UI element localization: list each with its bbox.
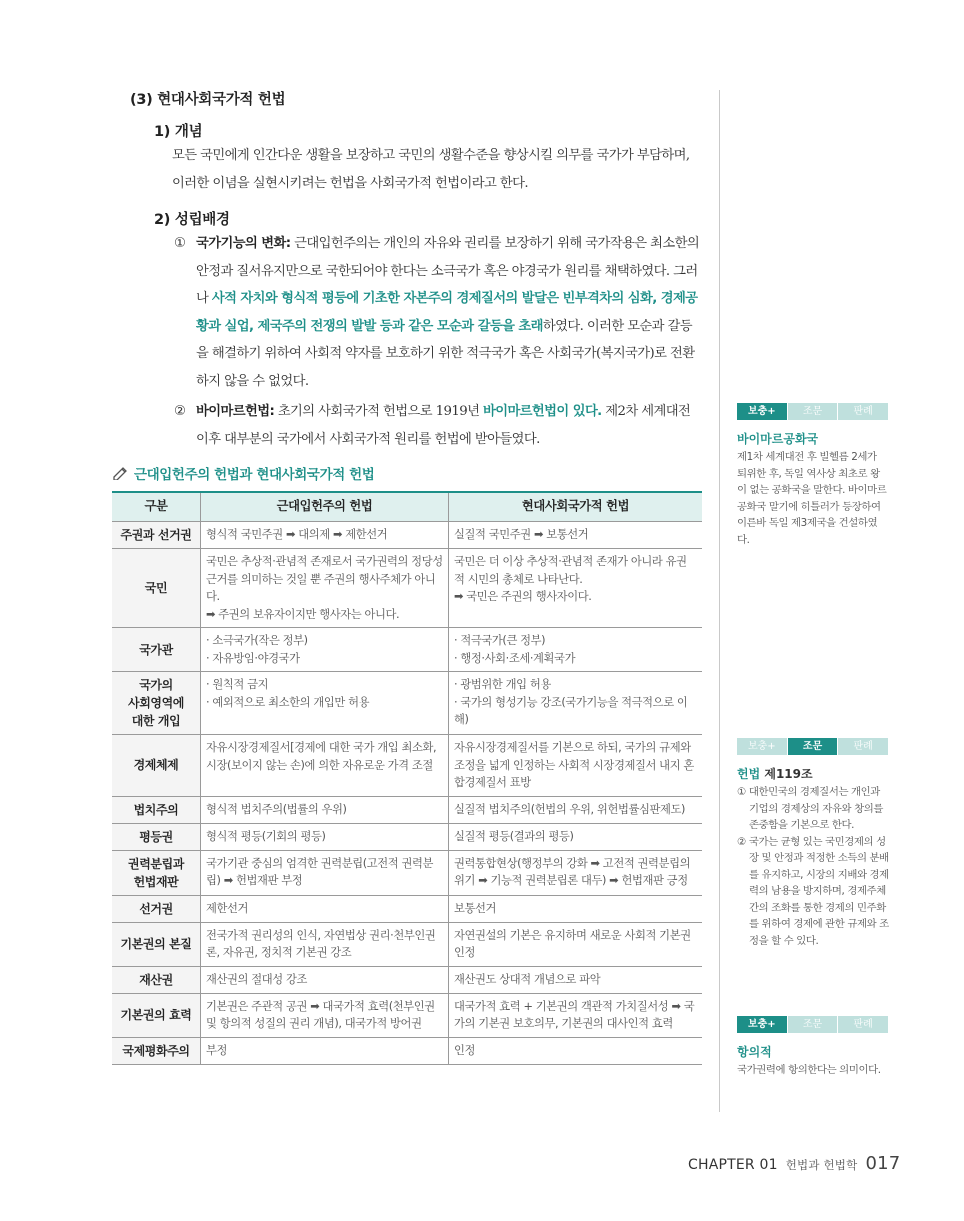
tab-supplement: 보충+ — [737, 1016, 787, 1033]
cell-modern: 제한선거 — [201, 895, 449, 922]
cell-modern: 부정 — [201, 1037, 449, 1064]
table-row — [112, 966, 702, 993]
article-paragraph-2: ② 국가는 균형 있는 국민경제의 성장 및 안정과 적정한 소득의 분배를 유지하고, 시장의 지배와 경제력의 남용을 방지하며, 경제주체 간의 조화를 통한 경제의 민주화를 위하여 경제에 관한 규제와 조정을 할 수 있다. — [737, 835, 889, 947]
sidebar-box-weimar — [737, 403, 889, 548]
cell-modern: 기본권은 주관적 공권 ➡ 대국가적 효력(천부인권 및 항의적 성질의 권리 개념), 대국가적 방어권 — [201, 993, 449, 1037]
cell-modern: 자유시장경제질서[경제에 대한 국가 개입 최소화, 시장(보이지 않는 손)에 의한 자유로운 가격 조절 — [201, 735, 449, 797]
table-row — [112, 735, 702, 797]
chapter-subtitle: 헌법과 헌법학 — [785, 1158, 858, 1172]
cell-modern: · 원칙적 금지 · 예외적으로 최소한의 개입만 허용 — [201, 672, 449, 735]
article-number: 제119조 — [760, 767, 813, 781]
sidebar-tabs — [737, 738, 889, 755]
table-row — [112, 1037, 702, 1064]
cell-modern: 형식적 평등(기회의 평등) — [201, 823, 449, 850]
cell-social: 자연권설의 기본은 유지하며 새로운 사회적 기본권 인정 — [449, 922, 703, 966]
item-label: 국가기능의 변화: — [196, 236, 291, 251]
tab-supplement: 보충+ — [737, 403, 787, 420]
tab-supplement: 보충+ — [737, 738, 787, 755]
tab-article: 조문 — [788, 1016, 838, 1033]
cell-modern: 국가기관 중심의 엄격한 권력분립(고전적 권력분립) ➡ 헌법재판 부정 — [201, 850, 449, 895]
cell-social: 보통선거 — [449, 895, 703, 922]
table-row — [112, 628, 702, 672]
article-paragraph-1: ① 대한민국의 경제질서는 개인과 기업의 경제상의 자유와 창의를 존중함을 기본으로 한다. — [737, 786, 883, 831]
item-number: ② — [174, 404, 186, 419]
margin-divider — [719, 90, 720, 1112]
table-header-row — [112, 492, 702, 522]
cell-modern: 재산권의 절대성 강조 — [201, 966, 449, 993]
sidebar-tabs — [737, 1016, 889, 1033]
sidebar-title: 바이마르공화국 — [737, 432, 819, 446]
cell-social: 대국가적 효력 + 기본권의 객관적 가치질서성 ➡ 국가의 기본권 보호의무, 기본권의 대사인적 효력 — [449, 993, 703, 1037]
pencil-icon — [112, 466, 128, 480]
cell-modern: 형식적 국민주권 ➡ 대의제 ➡ 제한선거 — [201, 522, 449, 549]
cell-social: 재산권도 상대적 개념으로 파악 — [449, 966, 703, 993]
page-footer — [688, 1153, 900, 1174]
tab-article: 조문 — [788, 738, 838, 755]
background-heading: 2) 성립배경 — [154, 212, 230, 228]
tab-precedent: 판례 — [838, 1016, 888, 1033]
table-title-text: 근대입헌주의 헌법과 현대사회국가적 헌법 — [134, 467, 375, 483]
cell-modern: 형식적 법치주의(법률의 우위) — [201, 796, 449, 823]
row-label: 국가관 — [112, 628, 201, 672]
item-highlight: 바이마르헌법이 있다. — [482, 404, 602, 419]
sidebar-text: 제1차 세계대전 후 빌헬름 2세가 퇴위한 후, 독일 역사상 최초로 왕이 없는 공화국을 말한다. 바이마르공화국 말기에 히틀러가 등장하여 이른바 독일 제3제국을 건설하였다. — [737, 451, 887, 546]
item-label: 바이마르헌법: — [196, 404, 275, 419]
header-category: 구분 — [112, 492, 201, 522]
comparison-table — [112, 491, 702, 1065]
cell-social: 국민은 더 이상 추상적·관념적 존재가 아니라 유권적 시민의 총체로 나타난다. ➡ 국민은 주권의 행사자이다. — [449, 549, 703, 628]
tab-precedent: 판례 — [838, 738, 888, 755]
row-label: 법치주의 — [112, 796, 201, 823]
header-modern-constitution: 근대입헌주의 헌법 — [201, 492, 449, 522]
row-label: 재산권 — [112, 966, 201, 993]
row-label: 기본권의 효력 — [112, 993, 201, 1037]
row-label: 주권과 선거권 — [112, 522, 201, 549]
row-label: 국제평화주의 — [112, 1037, 201, 1064]
cell-social: 인정 — [449, 1037, 703, 1064]
sidebar-title: 항의적 — [737, 1045, 772, 1059]
cell-social: 자유시장경제질서를 기본으로 하되, 국가의 규제와 조정을 넓게 인정하는 사회적 시장경제질서 내지 혼합경제질서 표방 — [449, 735, 703, 797]
sidebar-title — [737, 765, 889, 782]
table-title — [112, 463, 374, 483]
item-number: ① — [174, 236, 186, 251]
row-label: 국민 — [112, 549, 201, 628]
item-text: 근대입헌주의는 개인의 자유와 권리를 보장하기 위해 국가작용은 최소한의 안정과 질서유지만으로 국한되어야 한다는 소극국가 혹은 야경국가 원리를 채택하였다. 그러나 — [196, 236, 700, 306]
background-item-2 — [174, 398, 702, 453]
chapter-label: CHAPTER 01 — [688, 1157, 778, 1173]
cell-social: 실질적 법치주의(헌법의 우위, 위헌법률심판제도) — [449, 796, 703, 823]
cell-social: · 광범위한 개입 허용 · 국가의 형성기능 강조(국가기능을 적극적으로 이해) — [449, 672, 703, 735]
table-row — [112, 796, 702, 823]
cell-social: 실질적 국민주권 ➡ 보통선거 — [449, 522, 703, 549]
table-row — [112, 672, 702, 735]
sidebar-box-protest — [737, 1016, 889, 1079]
sidebar-box-article — [737, 738, 889, 949]
row-label: 국가의 사회영역에 대한 개입 — [112, 672, 201, 735]
row-label: 기본권의 본질 — [112, 922, 201, 966]
item-text-2: 하였다. 이러한 모순과 갈등을 해결하기 위하여 사회적 약자를 보호하기 위한 적극국가 혹은 사회국가(복지국가)로 전환하지 않을 수 없었다. — [196, 318, 695, 389]
table-row — [112, 823, 702, 850]
tab-article: 조문 — [788, 403, 838, 420]
table-row — [112, 993, 702, 1037]
row-label: 권력분립과 헌법재판 — [112, 850, 201, 895]
item-text-2: 제2차 세계대전 이후 대부분의 국가에서 사회국가적 원리를 헌법에 받아들였다. — [196, 404, 691, 447]
item-highlight: 사적 자치와 형식적 평등에 기초한 자본주의 경제질서의 발달은 빈부격차의 심화, 경제공황과 실업, 제국주의 전쟁의 발발 등과 같은 모순과 갈등을 초래 — [196, 291, 698, 334]
section-title: (3) 현대사회국가적 헌법 — [130, 92, 286, 108]
row-label: 평등권 — [112, 823, 201, 850]
sidebar-tabs — [737, 403, 889, 420]
background-item-1 — [174, 230, 702, 395]
page-number: 017 — [865, 1153, 901, 1174]
cell-social: · 적극국가(큰 정부) · 행정·사회·조세·계획국가 — [449, 628, 703, 672]
cell-social: 실질적 평등(결과의 평등) — [449, 823, 703, 850]
header-social-constitution: 현대사회국가적 헌법 — [449, 492, 703, 522]
cell-social: 권력통합현상(행정부의 강화 ➡ 고전적 권력분립의 위기 ➡ 기능적 권력분립론 대두) ➡ 헌법재판 긍정 — [449, 850, 703, 895]
table-row — [112, 549, 702, 628]
table-row — [112, 522, 702, 549]
cell-modern: · 소극국가(작은 정부) · 자유방임·야경국가 — [201, 628, 449, 672]
row-label: 경제체제 — [112, 735, 201, 797]
row-label: 선거권 — [112, 895, 201, 922]
item-text: 초기의 사회국가적 헌법으로 1919년 — [274, 404, 483, 419]
concept-heading: 1) 개념 — [154, 124, 203, 140]
article-law: 헌법 — [737, 767, 761, 781]
table-row — [112, 922, 702, 966]
table-row — [112, 850, 702, 895]
tab-precedent: 판례 — [838, 403, 888, 420]
sidebar-text: 국가권력에 항의한다는 의미이다. — [737, 1064, 881, 1076]
cell-modern: 국민은 추상적·관념적 존재로서 국가권력의 정당성 근거를 의미하는 것일 뿐 주권의 행사주체가 아니다. ➡ 주권의 보유자이지만 행사자는 아니다. — [201, 549, 449, 628]
concept-text: 모든 국민에게 인간다운 생활을 보장하고 국민의 생활수준을 향상시킬 의무를 국가가 부담하며, 이러한 이념을 실현시키려는 헌법을 사회국가적 헌법이라고 한다. — [172, 148, 690, 191]
table-row — [112, 895, 702, 922]
cell-modern: 전국가적 권리성의 인식, 자연법상 권리·천부인권론, 자유권, 정치적 기본권 강조 — [201, 922, 449, 966]
